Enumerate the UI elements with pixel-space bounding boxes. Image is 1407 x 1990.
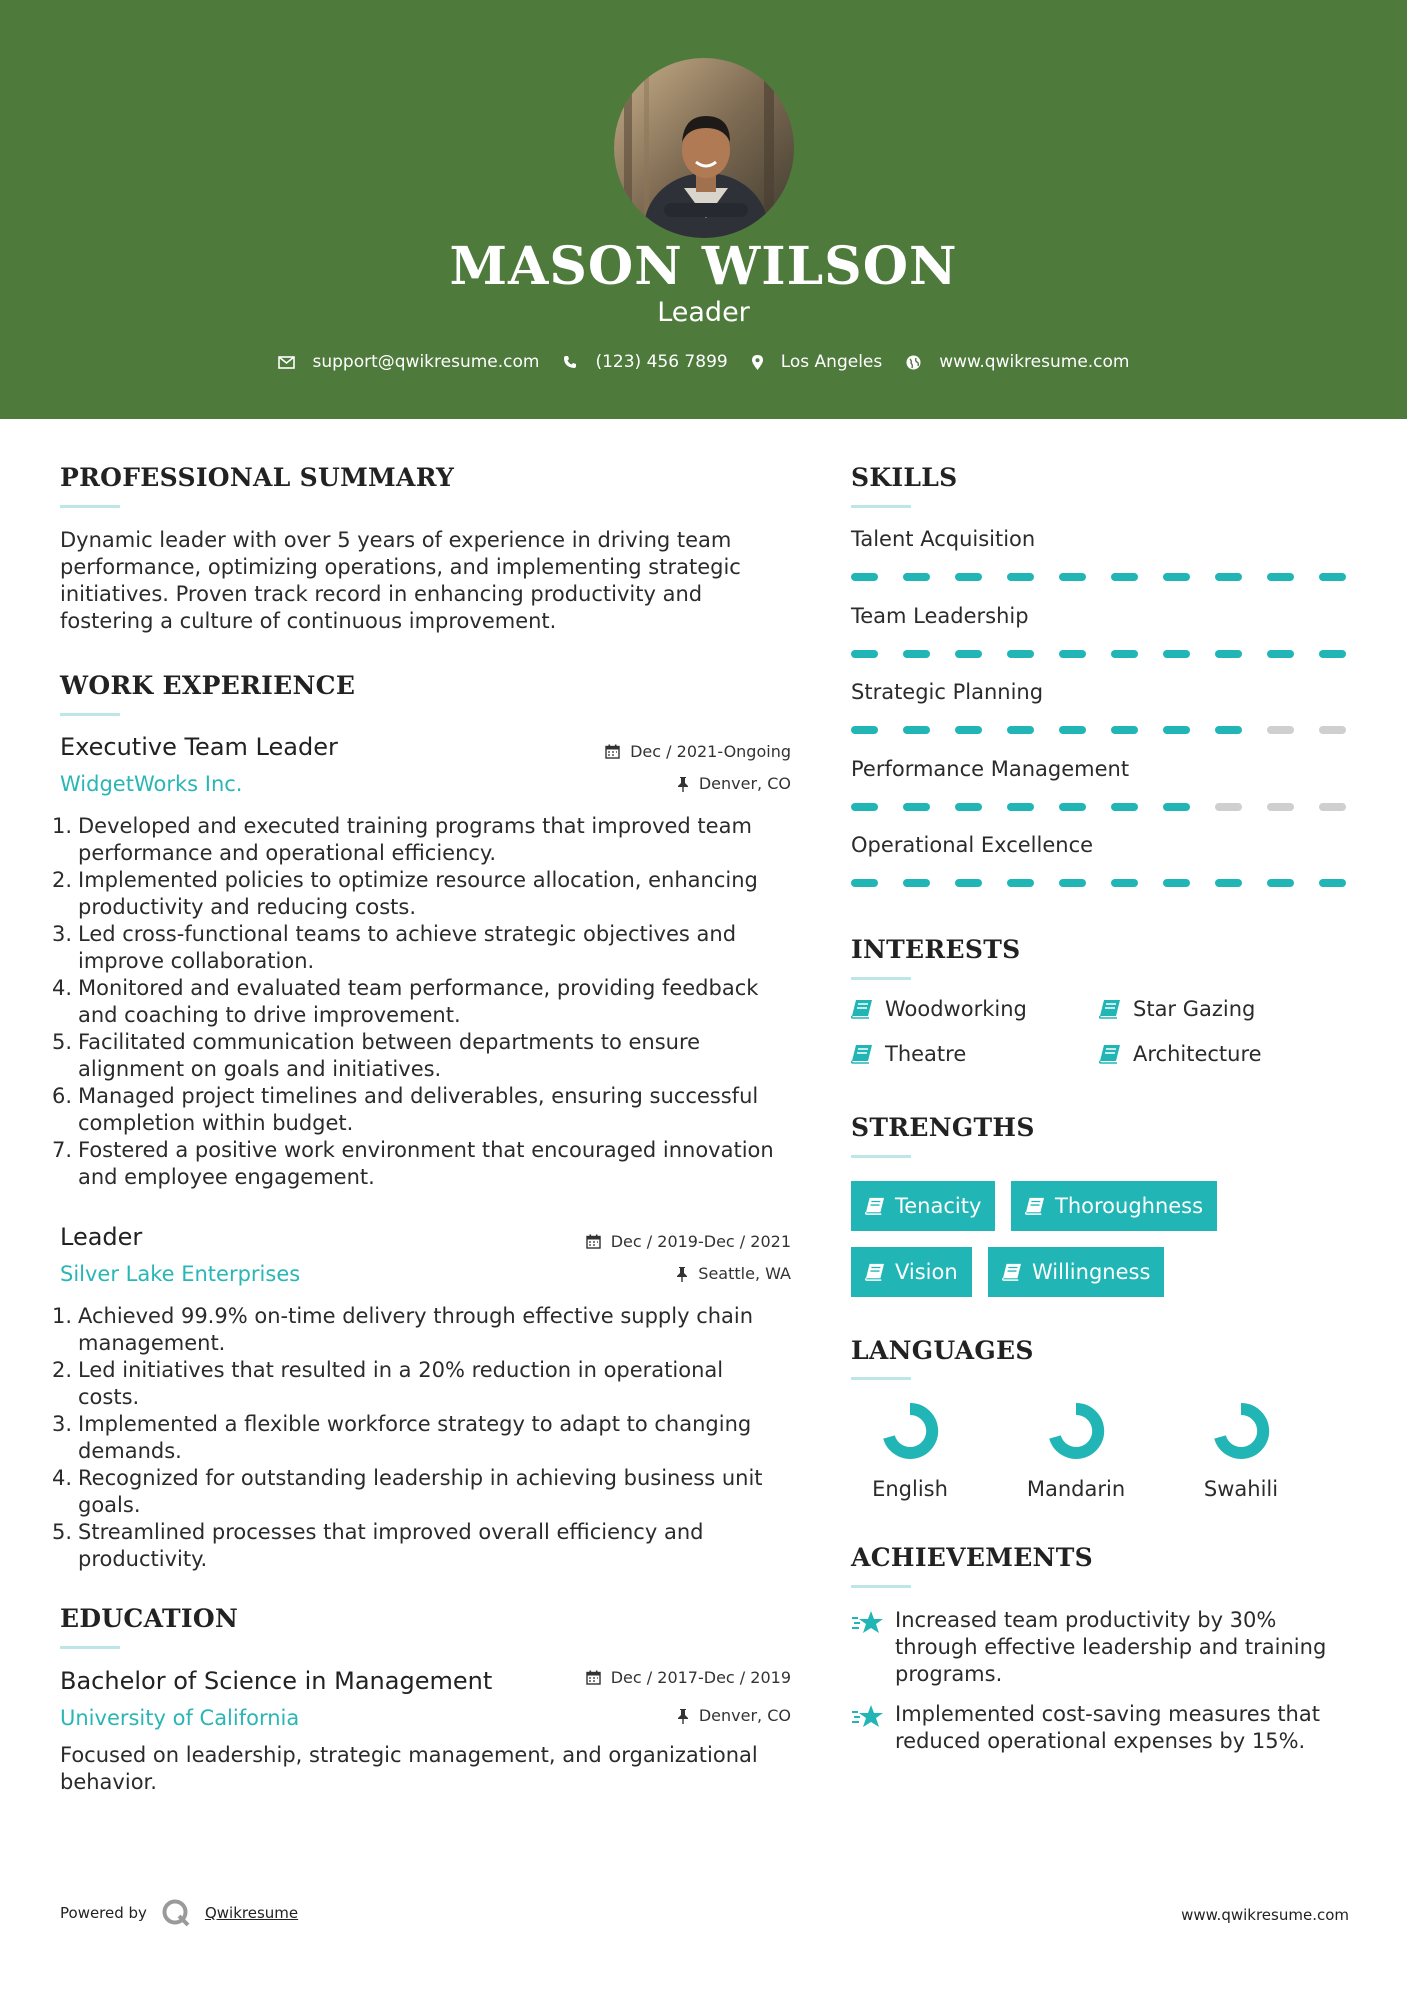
strength-label: Willingness: [1032, 1260, 1151, 1284]
contact-phone-text: (123) 456 7899: [595, 352, 728, 372]
resume-header: [0, 0, 1407, 419]
footer-website-link[interactable]: www.qwikresume.com: [1181, 1906, 1349, 1924]
achievement-line: Increased team productivity by 30%: [895, 1608, 1277, 1632]
list-item: [52, 1029, 782, 1083]
book-icon: [851, 1044, 873, 1064]
list-item-line: management.: [78, 1331, 226, 1355]
skill-dash-filled: [1267, 573, 1294, 581]
company-name: Silver Lake Enterprises: [60, 1262, 301, 1286]
qwikresume-link[interactable]: Qwikresume: [204, 1904, 299, 1922]
skill-dash-filled: [955, 726, 982, 734]
skill-dash-empty: [1319, 726, 1346, 734]
summary-line: initiatives. Proven track record in enhancing productivity and: [60, 582, 703, 606]
education-divider: [60, 1646, 120, 1649]
profile-photo: [614, 58, 794, 238]
list-item-line: and coaching to drive improvement.: [78, 1003, 461, 1027]
interest-item: [1099, 997, 1255, 1021]
skill-dash-filled: [903, 879, 930, 887]
contact-location: [752, 352, 883, 372]
skill-dash-filled: [1007, 879, 1034, 887]
interest-item: [851, 1042, 966, 1066]
education-date-text: Dec / 2017-Dec / 2019: [610, 1668, 791, 1687]
skill-dash-filled: [1007, 573, 1034, 581]
skill-label: Team Leadership: [851, 603, 1029, 628]
powered-by-label: Powered by: [60, 1904, 147, 1922]
list-number: 4.: [52, 1466, 73, 1490]
qwikresume-logo-icon: [161, 1898, 191, 1928]
envelope-icon: [278, 356, 295, 369]
skill-dash-filled: [1059, 573, 1086, 581]
strengths-divider: [851, 1155, 911, 1158]
language-progress-ring: [880, 1401, 940, 1461]
job-responsibilities: [52, 1303, 782, 1573]
list-number: 1.: [52, 814, 73, 838]
book-icon: [865, 1197, 885, 1215]
skill-dash-filled: [1163, 803, 1190, 811]
interest-label: Architecture: [1133, 1042, 1262, 1066]
education-line: behavior.: [60, 1770, 157, 1794]
list-item-line: Facilitated communication between departments to ensure: [78, 1030, 701, 1054]
list-item: [52, 813, 782, 867]
strength-label: Vision: [895, 1260, 958, 1284]
skill-dash-filled: [1267, 650, 1294, 658]
interests-divider: [851, 977, 911, 980]
skill-dash-filled: [1163, 726, 1190, 734]
strength-tag: [851, 1247, 972, 1297]
list-item: [52, 1357, 782, 1411]
footer-powered-by: [60, 1898, 298, 1928]
book-icon: [1099, 1044, 1121, 1064]
skill-dash-filled: [955, 879, 982, 887]
list-item-line: improve collaboration.: [78, 949, 315, 973]
achievements-heading: ACHIEVEMENTS: [851, 1543, 1093, 1572]
list-item-line: completion within budget.: [78, 1111, 354, 1135]
map-pin-icon: [752, 355, 763, 370]
list-item-line: performance and operational efficiency.: [78, 841, 497, 865]
language-item: [1176, 1401, 1306, 1501]
strength-label: Tenacity: [895, 1194, 982, 1218]
list-item: [52, 867, 782, 921]
achievement-item: [851, 1701, 1351, 1755]
education-heading: EDUCATION: [60, 1604, 239, 1633]
skill-dash-filled: [1059, 650, 1086, 658]
skill-dash-filled: [1007, 726, 1034, 734]
skill-dash-empty: [1215, 803, 1242, 811]
globe-icon: [906, 355, 921, 370]
strength-tag: [1011, 1181, 1217, 1231]
list-number: 7.: [52, 1138, 73, 1162]
summary-text: [60, 527, 800, 635]
job-date-text: Dec / 2019-Dec / 2021: [610, 1232, 791, 1251]
skill-dash-filled: [903, 573, 930, 581]
list-number: 4.: [52, 976, 73, 1000]
language-label: Mandarin: [1026, 1477, 1126, 1501]
contact-location-text: Los Angeles: [780, 352, 883, 372]
list-item-line: Managed project timelines and deliverables, ensuring successful: [78, 1084, 759, 1108]
skill-rating: [851, 803, 1371, 811]
skill-dash-filled: [1111, 573, 1138, 581]
skill-dash-filled: [1319, 650, 1346, 658]
list-item-line: demands.: [78, 1439, 182, 1463]
calendar-icon: [586, 1234, 601, 1249]
education-line: Focused on leadership, strategic management, and organizational: [60, 1743, 758, 1767]
star-icon: [851, 1609, 885, 1637]
list-item-line: goals.: [78, 1493, 141, 1517]
skill-dash-filled: [1215, 650, 1242, 658]
job-location: [676, 1264, 791, 1283]
language-label: Swahili: [1203, 1477, 1279, 1501]
list-number: 3.: [52, 922, 73, 946]
skill-dash-filled: [1007, 650, 1034, 658]
calendar-icon: [586, 1670, 601, 1685]
strength-label: Thoroughness: [1055, 1194, 1204, 1218]
job-date: [586, 1232, 791, 1251]
list-item: [52, 1137, 782, 1191]
list-item: [52, 921, 782, 975]
list-item-line: Implemented policies to optimize resource allocation, enhancing: [78, 868, 758, 892]
languages-heading: LANGUAGES: [851, 1336, 1034, 1365]
skill-dash-filled: [1059, 726, 1086, 734]
job-responsibilities: [52, 813, 782, 1191]
skill-dash-filled: [851, 650, 878, 658]
pushpin-icon: [677, 776, 689, 792]
achievement-line: reduced operational expenses by 15%.: [895, 1729, 1306, 1753]
job-title: Leader: [60, 1223, 143, 1251]
summary-line: performance, optimizing operations, and implementing strategic: [60, 555, 741, 579]
candidate-name: MASON WILSON: [449, 236, 958, 297]
job-location: [677, 774, 791, 793]
skill-dash-filled: [955, 803, 982, 811]
list-item-line: Achieved 99.9% on-time delivery through effective supply chain: [78, 1304, 754, 1328]
list-item-line: productivity.: [78, 1547, 208, 1571]
languages-divider: [851, 1377, 911, 1380]
skill-dash-filled: [1059, 803, 1086, 811]
skill-dash-filled: [903, 726, 930, 734]
pushpin-icon: [677, 1708, 689, 1724]
list-item-line: Monitored and evaluated team performance, providing feedback: [78, 976, 759, 1000]
contact-phone[interactable]: [563, 352, 727, 372]
skill-dash-filled: [1215, 879, 1242, 887]
summary-line: fostering a culture of continuous improvement.: [60, 609, 557, 633]
book-icon: [865, 1263, 885, 1281]
experience-divider: [60, 713, 120, 716]
company-name: WidgetWorks Inc.: [60, 772, 243, 796]
skill-label: Strategic Planning: [851, 680, 1044, 704]
job-title: Executive Team Leader: [60, 733, 338, 761]
list-item: [52, 1519, 782, 1573]
skills-divider: [851, 505, 911, 508]
education-date: [586, 1668, 791, 1687]
language-item: [845, 1401, 975, 1501]
skill-dash-filled: [1111, 650, 1138, 658]
skill-label: Operational Excellence: [851, 833, 1094, 857]
list-item-line: Led initiatives that resulted in a 20% reduction in operational costs.: [78, 1358, 724, 1409]
list-number: 5.: [52, 1520, 73, 1544]
list-number: 1.: [52, 1304, 73, 1328]
skill-rating: [851, 879, 1371, 887]
job-location-text: Denver, CO: [698, 774, 791, 793]
job-date-text: Dec / 2021-Ongoing: [630, 742, 791, 761]
skill-dash-filled: [1163, 650, 1190, 658]
list-item: [52, 1083, 782, 1137]
skill-dash-filled: [1319, 573, 1346, 581]
list-item: [52, 1303, 782, 1357]
school-name: University of California: [60, 1706, 300, 1730]
language-progress-ring: [1211, 1401, 1271, 1461]
list-number: 6.: [52, 1084, 73, 1108]
interest-label: Theatre: [885, 1042, 967, 1066]
list-item-line: productivity and reducing costs.: [78, 895, 416, 919]
skill-dash-filled: [1059, 879, 1086, 887]
skill-rating: [851, 573, 1371, 581]
skill-dash-filled: [1111, 726, 1138, 734]
skill-dash-filled: [1267, 879, 1294, 887]
skills-heading: SKILLS: [851, 463, 958, 492]
skill-dash-empty: [1267, 726, 1294, 734]
skill-rating: [851, 650, 1371, 658]
language-label: English: [872, 1477, 948, 1501]
book-icon: [1002, 1263, 1022, 1281]
book-icon: [1099, 999, 1121, 1019]
skill-dash-empty: [1319, 803, 1346, 811]
list-number: 2.: [52, 1358, 73, 1382]
achievements-divider: [851, 1585, 911, 1588]
education-description: [60, 1742, 800, 1796]
interests-heading: INTERESTS: [851, 935, 1021, 964]
candidate-role: Leader: [657, 297, 750, 328]
list-item-line: Streamlined processes that improved overall efficiency and: [78, 1520, 704, 1544]
skill-dash-filled: [955, 573, 982, 581]
book-icon: [851, 999, 873, 1019]
language-item: [1011, 1401, 1141, 1501]
list-item-line: Implemented a flexible workforce strategy to adapt to changing: [78, 1412, 752, 1436]
skill-dash-filled: [955, 650, 982, 658]
summary-line: Dynamic leader with over 5 years of experience in driving team: [60, 528, 732, 552]
achievement-item: [851, 1607, 1351, 1688]
strengths-heading: STRENGTHS: [851, 1113, 1035, 1142]
list-item-line: and employee engagement.: [78, 1165, 375, 1189]
summary-heading: PROFESSIONAL SUMMARY: [60, 463, 455, 492]
pushpin-icon: [676, 1266, 688, 1282]
list-item-line: Developed and executed training programs that improved team: [78, 814, 752, 838]
skill-dash-filled: [851, 803, 878, 811]
skill-dash-filled: [1163, 879, 1190, 887]
calendar-icon: [605, 744, 620, 759]
skill-dash-filled: [1111, 803, 1138, 811]
list-number: 2.: [52, 868, 73, 892]
job-location-text: Seattle, WA: [698, 1264, 791, 1283]
contact-website[interactable]: [906, 352, 1129, 372]
list-item-line: Fostered a positive work environment that encouraged innovation: [78, 1138, 774, 1162]
job-date: [605, 742, 791, 761]
contact-website-text: www.qwikresume.com: [939, 352, 1130, 372]
achievement-line: programs.: [895, 1662, 1003, 1686]
skill-dash-filled: [1319, 879, 1346, 887]
education-location-text: Denver, CO: [698, 1706, 791, 1725]
skill-dash-filled: [1215, 726, 1242, 734]
experience-heading: WORK EXPERIENCE: [60, 671, 356, 700]
book-icon: [1025, 1197, 1045, 1215]
skill-dash-filled: [1111, 879, 1138, 887]
skill-dash-filled: [851, 879, 878, 887]
strength-tag: [851, 1181, 995, 1231]
list-item-line: Recognized for outstanding leadership in achieving business unit: [78, 1466, 763, 1490]
phone-icon: [563, 355, 577, 369]
skill-dash-filled: [1163, 573, 1190, 581]
list-item: [52, 1465, 782, 1519]
skill-dash-filled: [903, 650, 930, 658]
interest-label: Star Gazing: [1133, 997, 1256, 1021]
skill-dash-filled: [1007, 803, 1034, 811]
interest-item: [1099, 1042, 1262, 1066]
star-icon: [851, 1703, 885, 1731]
strength-tag: [988, 1247, 1164, 1297]
skill-dash-empty: [1267, 803, 1294, 811]
list-item-line: alignment on goals and initiatives.: [78, 1057, 442, 1081]
contact-email-text: support@qwikresume.com: [312, 352, 540, 372]
skill-dash-filled: [1215, 573, 1242, 581]
list-item: [52, 1411, 782, 1465]
contact-bar: [0, 352, 1407, 372]
degree-title: Bachelor of Science in Management: [60, 1667, 493, 1695]
achievement-line: through effective leadership and training: [895, 1635, 1327, 1659]
skill-rating: [851, 726, 1371, 734]
list-item-line: Led cross-functional teams to achieve strategic objectives and: [78, 922, 737, 946]
list-number: 3.: [52, 1412, 73, 1436]
interest-label: Woodworking: [885, 997, 1027, 1021]
skill-dash-filled: [851, 573, 878, 581]
achievement-line: Implemented cost-saving measures that: [895, 1702, 1320, 1726]
skill-dash-filled: [851, 726, 878, 734]
skill-dash-filled: [903, 803, 930, 811]
interest-item: [851, 997, 1027, 1021]
skill-label: Performance Management: [851, 756, 1130, 781]
contact-email[interactable]: [278, 352, 540, 372]
education-location: [677, 1706, 791, 1725]
skill-label: Talent Acquisition: [851, 527, 1036, 551]
language-progress-ring: [1046, 1401, 1106, 1461]
summary-divider: [60, 505, 120, 508]
list-number: 5.: [52, 1030, 73, 1054]
list-item: [52, 975, 782, 1029]
